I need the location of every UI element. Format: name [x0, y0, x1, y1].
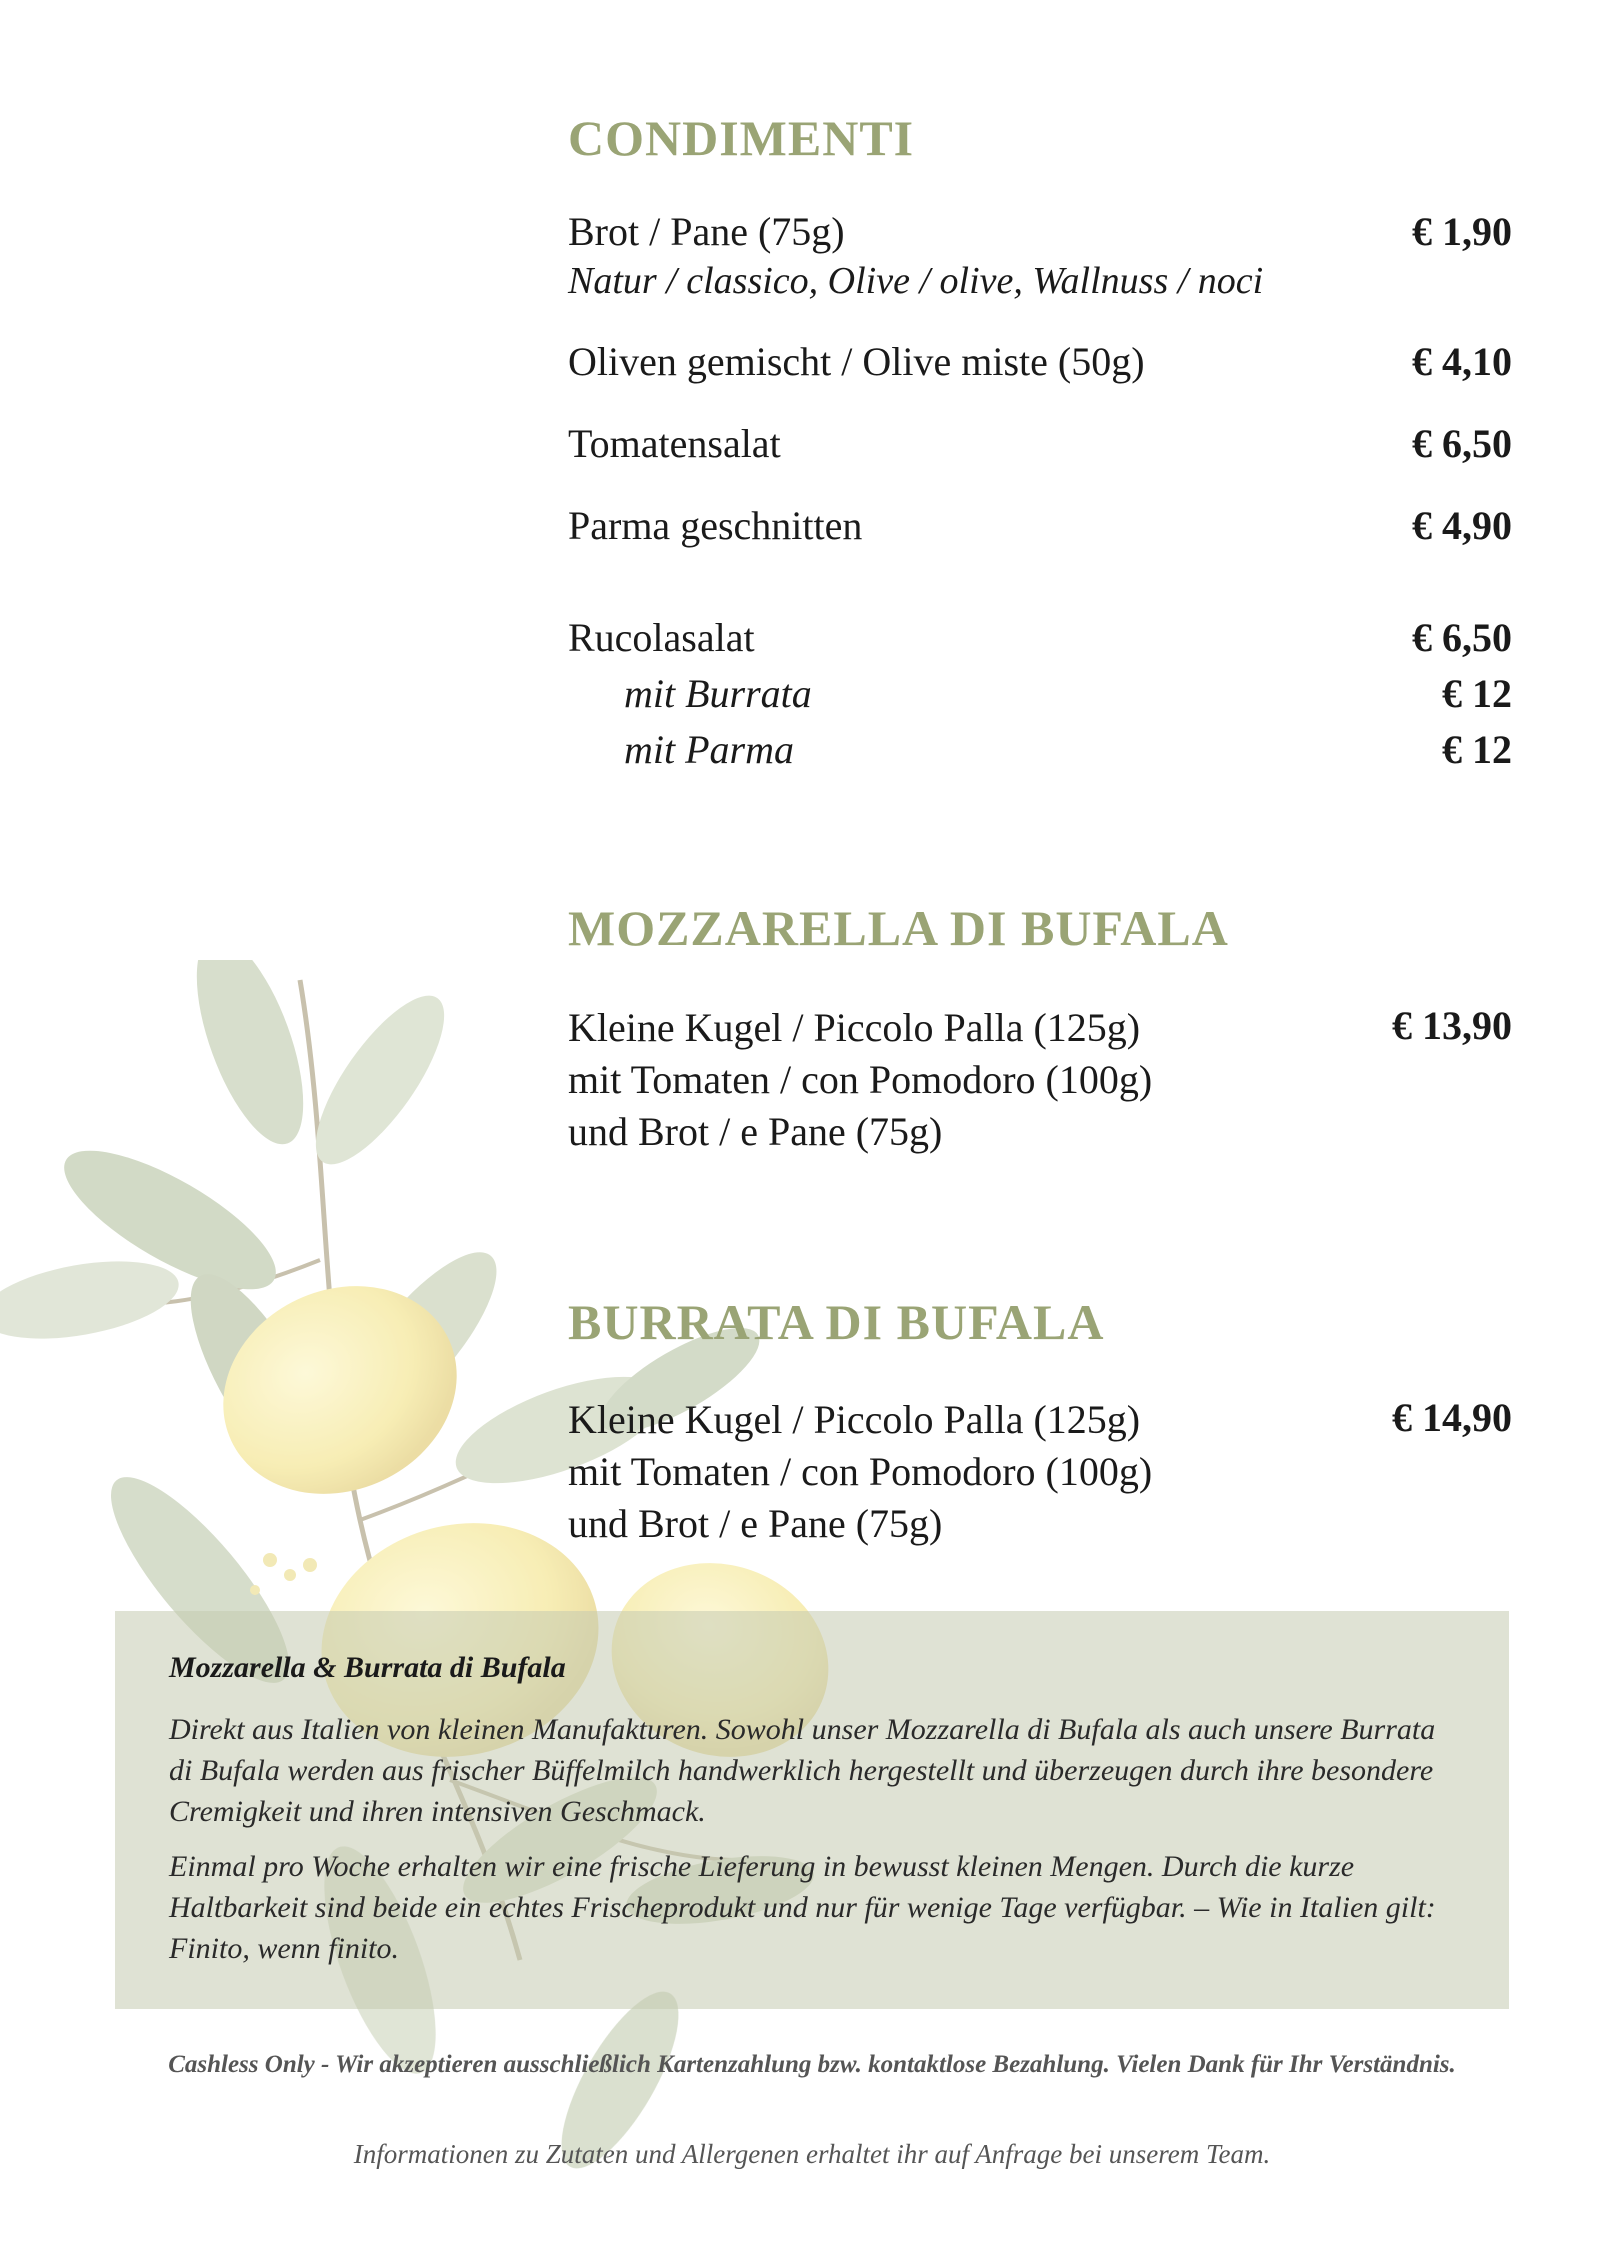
item-price: € 12 — [1442, 671, 1512, 716]
info-box-paragraph: Direkt aus Italien von kleinen Manufakturen. Sowohl unser Mozzarella di Bufala als auch unsere Burrata di Bufala werden aus frischer Büffelmilch handwerklich hergestellt und überzeugen durch ihre besondere Cremigkeit und ihren intensiven Geschmack. — [169, 1713, 1436, 1828]
info-box — [115, 1611, 1509, 2009]
menu-item — [568, 1002, 1512, 1158]
item-name: Oliven gemischt / Olive miste (50g) — [568, 339, 1145, 384]
item-name: Rucolasalat — [568, 615, 755, 660]
item-line: und Brot / e Pane (75g) — [568, 1501, 943, 1546]
section-title-burrata: BURRATA DI BUFALA — [568, 1294, 1105, 1350]
item-price: € 13,90 — [1392, 1003, 1512, 1048]
item-line: mit Tomaten / con Pomodoro (100g) — [568, 1449, 1153, 1494]
cashless-notice: Cashless Only - Wir akzeptieren ausschließlich Kartenzahlung bzw. kontaktlose Bezahlung. Vielen Dank für Ihr Verständnis. — [168, 2051, 1456, 2078]
item-name: Tomatensalat — [568, 421, 781, 466]
item-price: € 12 — [1442, 727, 1512, 772]
item-price: € 4,90 — [1412, 503, 1512, 548]
item-description: Natur / classico, Olive / olive, Wallnuss / noci — [568, 260, 1264, 302]
item-name: Brot / Pane (75g) — [568, 209, 845, 254]
item-price: € 6,50 — [1412, 615, 1512, 660]
item-line: und Brot / e Pane (75g) — [568, 1109, 943, 1154]
info-box-paragraph: Einmal pro Woche erhalten wir eine frische Lieferung in bewusst kleinen Mengen. Durch die kurze Haltbarkeit sind beide ein echtes Frischeprodukt und nur für wenige Tage verfügbar. – Wie in Italien gilt: Finito, wenn finito. — [169, 1850, 1436, 1965]
item-line: Kleine Kugel / Piccolo Palla (125g) — [568, 1397, 1141, 1442]
section-title-condimenti: CONDIMENTI — [568, 110, 915, 166]
item-line: mit Tomaten / con Pomodoro (100g) — [568, 1057, 1153, 1102]
item-price: € 6,50 — [1412, 421, 1512, 466]
item-name: Parma geschnitten — [568, 503, 863, 548]
item-name: mit Parma — [624, 727, 794, 772]
menu-item — [568, 1394, 1512, 1550]
item-price: € 4,10 — [1412, 339, 1512, 384]
allergen-notice: Informationen zu Zutaten und Allergenen erhaltet ihr auf Anfrage bei unserem Team. — [353, 2139, 1271, 2169]
item-price: € 1,90 — [1412, 209, 1512, 254]
item-line: Kleine Kugel / Piccolo Palla (125g) — [568, 1005, 1141, 1050]
item-price: € 14,90 — [1392, 1395, 1512, 1440]
item-name: mit Burrata — [624, 671, 812, 716]
info-box-title: Mozzarella & Burrata di Bufala — [169, 1651, 566, 1684]
section-title-mozzarella: MOZZARELLA DI BUFALA — [568, 900, 1229, 956]
